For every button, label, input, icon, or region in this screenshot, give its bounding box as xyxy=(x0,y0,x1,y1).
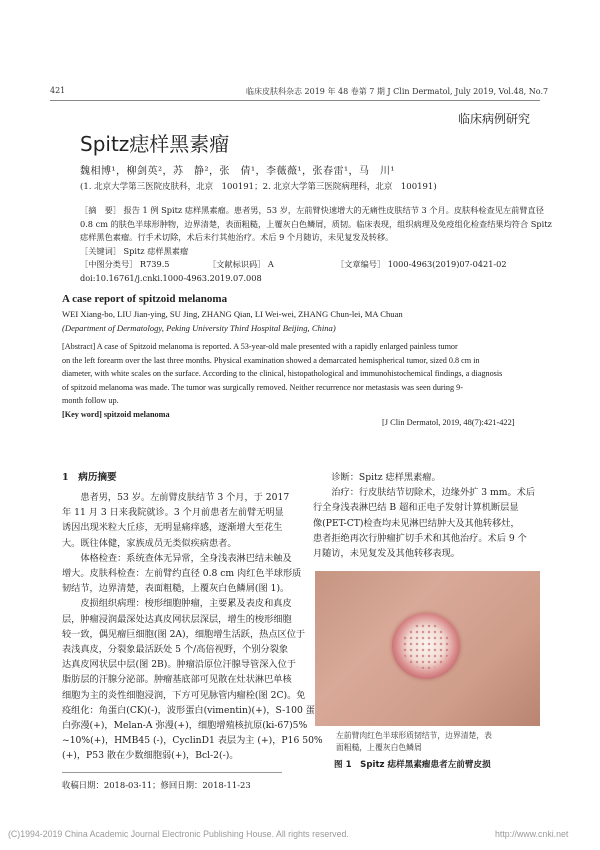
body-line: 脂肪层的汗腺分泌部。肿瘤基底部可见散在灶状淋巴单核 xyxy=(62,674,292,686)
article-title-en: A case report of spitzoid melanoma xyxy=(62,293,228,305)
body-line: 疫组化：角蛋白(CK)(-)，波形蛋白(vimentin)(+)，S-100 蛋 xyxy=(62,704,315,716)
footnote-rule xyxy=(62,772,282,773)
body-line: 增大。皮肤科检查：左前臂约直径 0.8 cm 肉红色半球形质 xyxy=(62,568,302,580)
section-heading: 1 病历摘要 xyxy=(62,472,117,483)
cnki-link[interactable]: http://www.cnki.net xyxy=(495,829,569,839)
figure-caption-line: 左前臂肉红色半球形质韧结节，边界清楚，表 xyxy=(336,731,492,740)
received-dates: 收稿日期：2018-03-11；修回日期：2018-11-23 xyxy=(62,780,251,790)
header-rule xyxy=(50,100,540,101)
body-line: 体格检查：系统查体无异常，全身浅表淋巴结未触及 xyxy=(62,552,292,564)
body-line: 细胞为主的炎性细胞浸润，下方可见脉管内瘤栓(图 2C)。免 xyxy=(62,689,306,701)
abstract-en-line: month follow up. xyxy=(62,396,119,405)
abstract-en-line: on the left forearm over the last three months. Physical examination showed a demarcated hemispherical tumor, sized 0.8 cm in xyxy=(62,355,480,365)
affiliation-en: (Department of Dermatology, Peking University Third Hospital Beijing, China) xyxy=(62,323,336,333)
abstract-cn xyxy=(80,204,552,285)
keywords-en: [Key word] spitzoid melanoma xyxy=(62,409,170,419)
body-line: 层，肿瘤浸润最深处达真皮网状层深层，增生的梭形细胞 xyxy=(62,613,292,625)
section-label: 临床病例研究 xyxy=(458,112,531,126)
abstract-en xyxy=(62,340,502,421)
abstract-en-line: of spitzoid melanoma was made. The tumor was surgically removed. Neither recurrence nor metastasis was seen during 9- xyxy=(62,382,463,392)
body-line: 患者男，53 岁。左前臂皮肤结节 3 个月，于 2017 xyxy=(62,492,290,503)
figure-caption xyxy=(336,730,492,754)
authors-cn: 魏相博¹，柳剑英²，苏 静²，张 倩¹，李薇薇¹，张春雷¹，马 川¹ xyxy=(80,166,396,177)
meta-row xyxy=(80,258,552,272)
body-line: 大。既往体健，家族成员无类似疾病患者。 xyxy=(62,537,237,549)
body-line: 治疗：行皮肤结节切除术，边缘外扩 3 mm。术后 xyxy=(313,487,536,499)
body-line: 皮损组织病理：梭形细胞肿瘤，主要累及表皮和真皮 xyxy=(62,598,292,610)
body-line: 白弥漫(+)，Melan-A 弥漫(+)，细胞增殖核抗原(ki-67)5% xyxy=(62,720,308,732)
citation: [J Clin Dermatol, 2019, 48(7):421-422] xyxy=(382,418,515,427)
body-line: 年 11 月 3 日来我院就诊。3 个月前患者左前臂无明显 xyxy=(62,507,284,519)
keywords-cn: ［关键词］ Spitz 痣样黑素瘤 xyxy=(80,245,189,256)
body-line: 表浅真皮，分裂象最活跃处 5 个/高倍视野，个别分裂象 xyxy=(62,644,289,656)
doi: doi:10.16761/j.cnki.1000-4963.2019.07.008 xyxy=(80,272,262,283)
body-line: 达真皮网状层中层(图 2B)。肿瘤沿原位汗腺导管深入位于 xyxy=(62,659,296,671)
body-line: 行全身浅表淋巴结 B 超和正电子发射计算机断层显 xyxy=(313,502,519,514)
case-summary-text xyxy=(62,490,323,764)
figure-caption-line: 面粗糙，上覆灰白色鳞屑 xyxy=(336,743,422,752)
article-title-cn: Spitz痣样黑素瘤 xyxy=(80,132,230,156)
abstract-en-line: [Abstract] A case of Spitzoid melanoma is reported. A 53-year-old male presented with a rapidly enlarged painless tumor xyxy=(62,342,458,351)
abstract-cn-line: ［摘 要］ 报告 1 例 Spitz 痣样黑素瘤。患者男，53 岁，左前臂快速增大的无痛性皮肤结节 3 个月。皮肤科检查见左前臂直径 xyxy=(80,205,544,215)
abstract-cn-line: 痣样黑色素瘤。行手术切除，术后未行其他治疗。术后 9 个月随访，未见复发及转移。 xyxy=(80,232,394,242)
body-line: 像(PET-CT)检查均未见淋巴结肿大及其他转移灶， xyxy=(313,517,520,529)
body-line: 较一致，偶见瘤巨细胞(图 2A)，细胞增生活跃，热点区位于 xyxy=(62,628,306,640)
body-line: 患者拒绝再次行肿瘤扩切手术和其他治疗。术后 9 个 xyxy=(313,532,527,544)
body-line: 月随访，未见复发及其他转移表现。 xyxy=(313,548,460,560)
body-line: (+)，P53 散在少数细胞弱(+)，Bcl-2(-)。 xyxy=(62,750,239,762)
abstract-en-line: diameter, with white scales on the surface. According to the clinical, histopathological and immunohistochemical findings, a diagnosis xyxy=(62,369,503,378)
body-line: 韧结节，边界清楚，表面粗糙，上覆灰白色鳞屑(图 1)。 xyxy=(62,583,290,595)
journal-header: 临床皮肤科杂志 2019 年 48 卷第 7 期 J Clin Dermatol, July 2019, Vol.48, No.7 xyxy=(246,87,549,96)
document-code: ［文献标识码］ A xyxy=(208,259,274,269)
affiliation-cn: (1. 北京大学第三医院皮肤科，北京 100191；2. 北京大学第三医院病理科，北京 100191) xyxy=(80,182,437,192)
authors-en: WEI Xiang-bo, LIU Jian-ying, SU Jing, ZHANG Qian, LI Wei-wei, ZHANG Chun-lei, MA Chuan xyxy=(62,309,403,319)
body-line: ~10%(+)，HMB45 (-)，CyclinD1 表层为主 (+)，P16 50% xyxy=(62,735,323,747)
lesion-texture xyxy=(402,623,450,669)
lesion-photo xyxy=(315,571,540,726)
diagnosis-treatment-text xyxy=(313,470,535,561)
copyright-notice: (C)1994-2019 China Academic Journal Electronic Publishing House. All rights reserved. xyxy=(8,829,349,839)
body-line: 诊断：Spitz 痣样黑素瘤。 xyxy=(313,472,441,483)
page-number: 421 xyxy=(50,86,66,95)
article-number: ［文章编号］ 1000-4963(2019)07-0421-02 xyxy=(336,259,507,269)
abstract-cn-line: 0.8 cm 的肤色半球形肿物，边界清楚，表面粗糙，上覆灰白色鳞屑，质韧。临床表现，组织病理及免疫组化检查结果均符合 Spitz xyxy=(80,218,552,229)
body-line: 诱因出现米粒大丘疹，无明显痛痒感，逐渐增大至花生 xyxy=(62,522,283,534)
clc-number: ［中图分类号］ R739.5 xyxy=(80,259,170,269)
figure-title: 图 1 Spitz 痣样黑素瘤患者左前臂皮损 xyxy=(334,760,491,770)
